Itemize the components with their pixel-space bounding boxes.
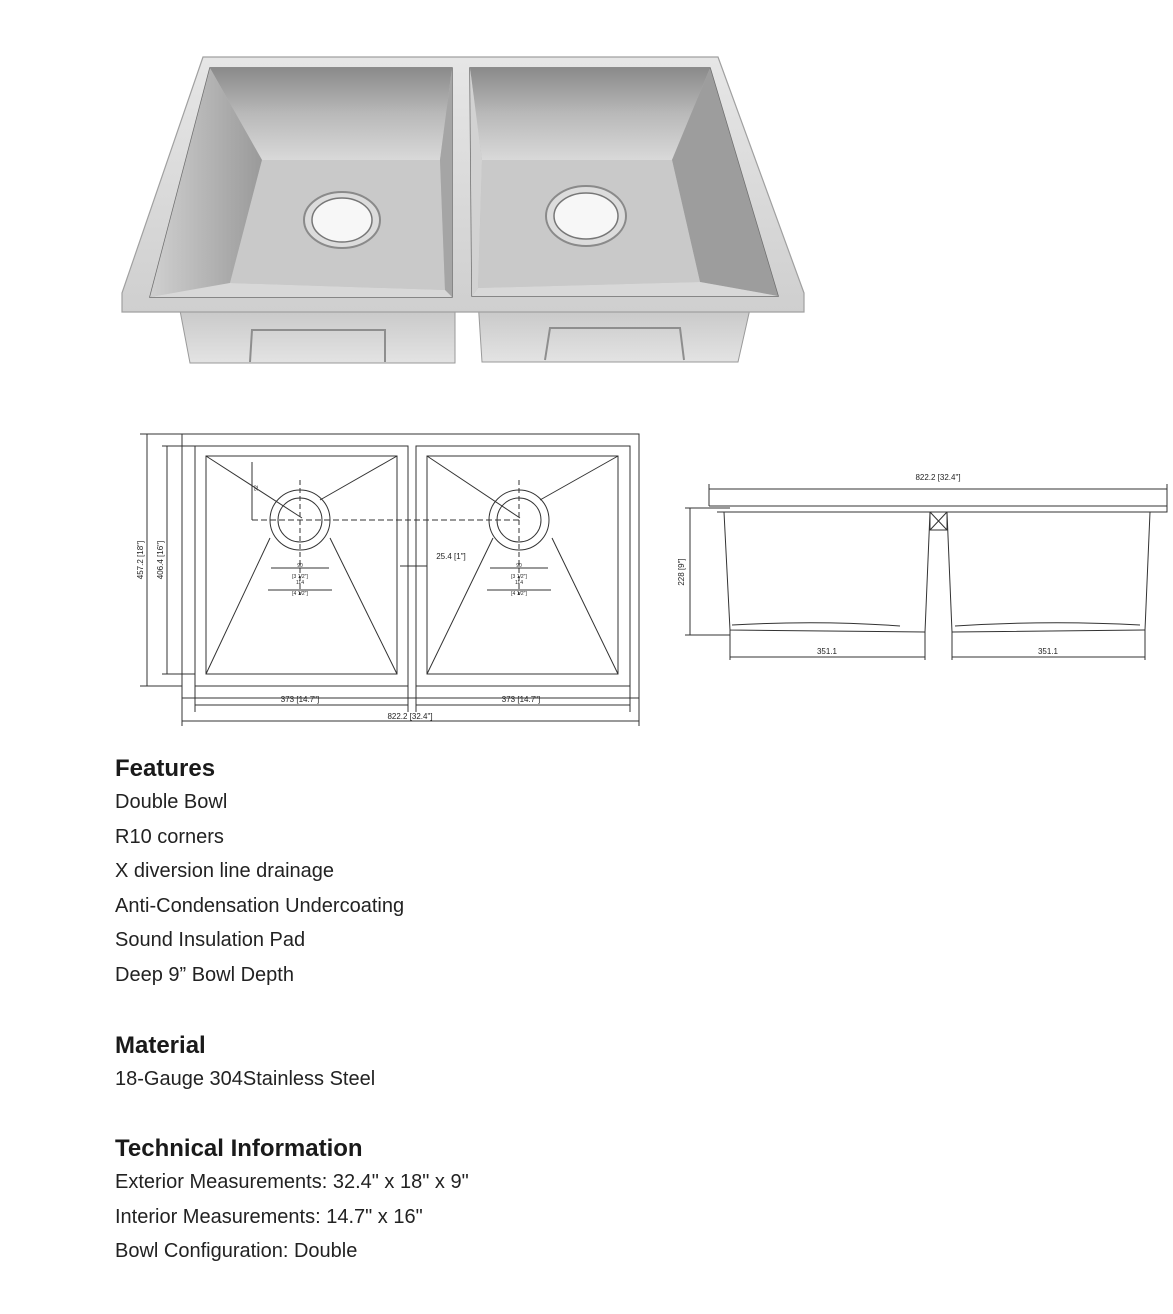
dim-height-outer: 457.2 [18"] <box>136 540 145 580</box>
technical-item: Exterior Measurements: 32.4" x 18" x 9" <box>115 1171 469 1193</box>
features-title: Features <box>115 755 216 782</box>
dim-drain-left-top: 90 <box>297 563 303 569</box>
dim-total-width: 822.2 [32.4"] <box>387 712 433 721</box>
features-item: Deep 9” Bowl Depth <box>115 964 294 986</box>
technical-item: Interior Measurements: 14.7" x 16" <box>115 1206 423 1228</box>
material-title: Material <box>115 1032 206 1059</box>
dim-drain-right-mid: [3 1/2"] <box>511 574 527 580</box>
dim-height-inner: 406.4 [16"] <box>156 540 165 580</box>
technical-title: Technical Information <box>115 1135 363 1162</box>
dim-drain-left-bottom: [4 1/2"] <box>292 591 308 597</box>
dim-drain-right-bottom: [4 1/2"] <box>511 591 527 597</box>
side-dim-bowl-right: 351.1 <box>1037 647 1059 656</box>
features-item: Double Bowl <box>115 791 228 813</box>
features-item: R10 corners <box>115 826 224 848</box>
dim-drain-right-low: 114 <box>515 580 523 586</box>
dim-gap: 25.4 [1"] <box>436 552 466 561</box>
features-item: X diversion line drainage <box>115 860 335 882</box>
features-item: Sound Insulation Pad <box>115 929 306 951</box>
side-dim-total-width: 822.2 [32.4"] <box>915 473 961 482</box>
top-view-drawing <box>0 420 680 730</box>
technical-item: Bowl Configuration: Double <box>115 1240 358 1262</box>
sink-product-photo <box>0 0 1173 400</box>
dim-drain-right-top: 90 <box>516 563 522 569</box>
dim-drain-left-mid: [3 1/2"] <box>292 574 308 580</box>
side-dim-bowl-left: 351.1 <box>816 647 838 656</box>
material-item: 18-Gauge 304Stainless Steel <box>115 1068 376 1090</box>
dim-bowl-right: 373 [14.7"] <box>501 695 541 704</box>
side-dim-depth: 228 [9"] <box>677 558 686 586</box>
dim-drain-left-low: 114 <box>296 580 304 586</box>
side-view-drawing <box>670 460 1170 670</box>
dim-drain-offset: 92 <box>254 485 260 491</box>
dim-bowl-left: 373 [14.7"] <box>280 695 320 704</box>
features-item: Anti-Condensation Undercoating <box>115 895 405 917</box>
